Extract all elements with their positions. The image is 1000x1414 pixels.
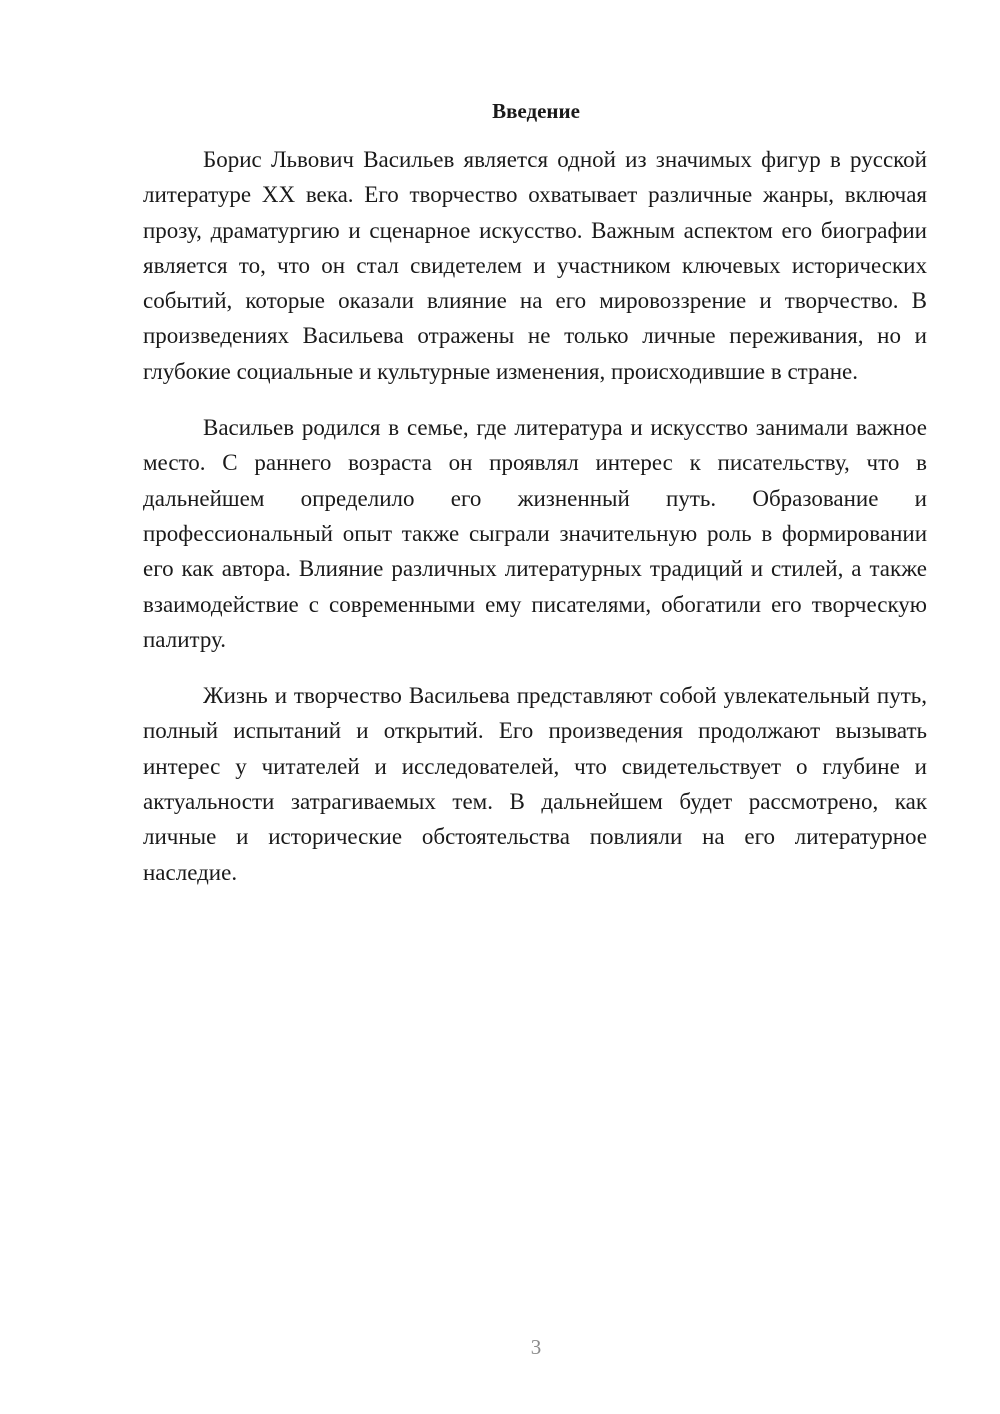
paragraph-3: Жизнь и творчество Васильева представляют собой увлекательный путь, полный испытаний и открытий. Его произведения продолжают вызывать интерес у читателей и исследователей, что свидетельствует о глубине и актуальности затрагиваемых тем. В дальнейшем будет рассмотрено, как личные и исторические обстоятельства повлияли на его литературное наследие. xyxy=(143,683,927,885)
document-body xyxy=(143,142,927,911)
page-number: 3 xyxy=(530,1335,542,1359)
section-heading: Введение xyxy=(492,99,580,123)
paragraph-1: Борис Львович Васильев является одной из значимых фигур в русской литературе XX века. Его творчество охватывает различные жанры, включая прозу, драматургию и сценарное искусство. Важным аспектом его биографии является то, что он стал свидетелем и участником ключевых исторических событий, которые оказали влияние на его мировоззрение и творчество. В произведениях Васильева отражены не только личные переживания, но и глубокие социальные и культурные изменения, происходившие в стране. xyxy=(143,147,927,384)
paragraph-2: Васильев родился в семье, где литература и искусство занимали важное место. С раннего возраста он проявлял интерес к писательству, что в дальнейшем определило его жизненный путь. Образование и профессиональный опыт также сыграли значительную роль в формировании его как автора. Влияние различных литературных традиций и стилей, а также взаимодействие с современными ему писателями, обогатили его творческую палитру. xyxy=(143,415,927,652)
